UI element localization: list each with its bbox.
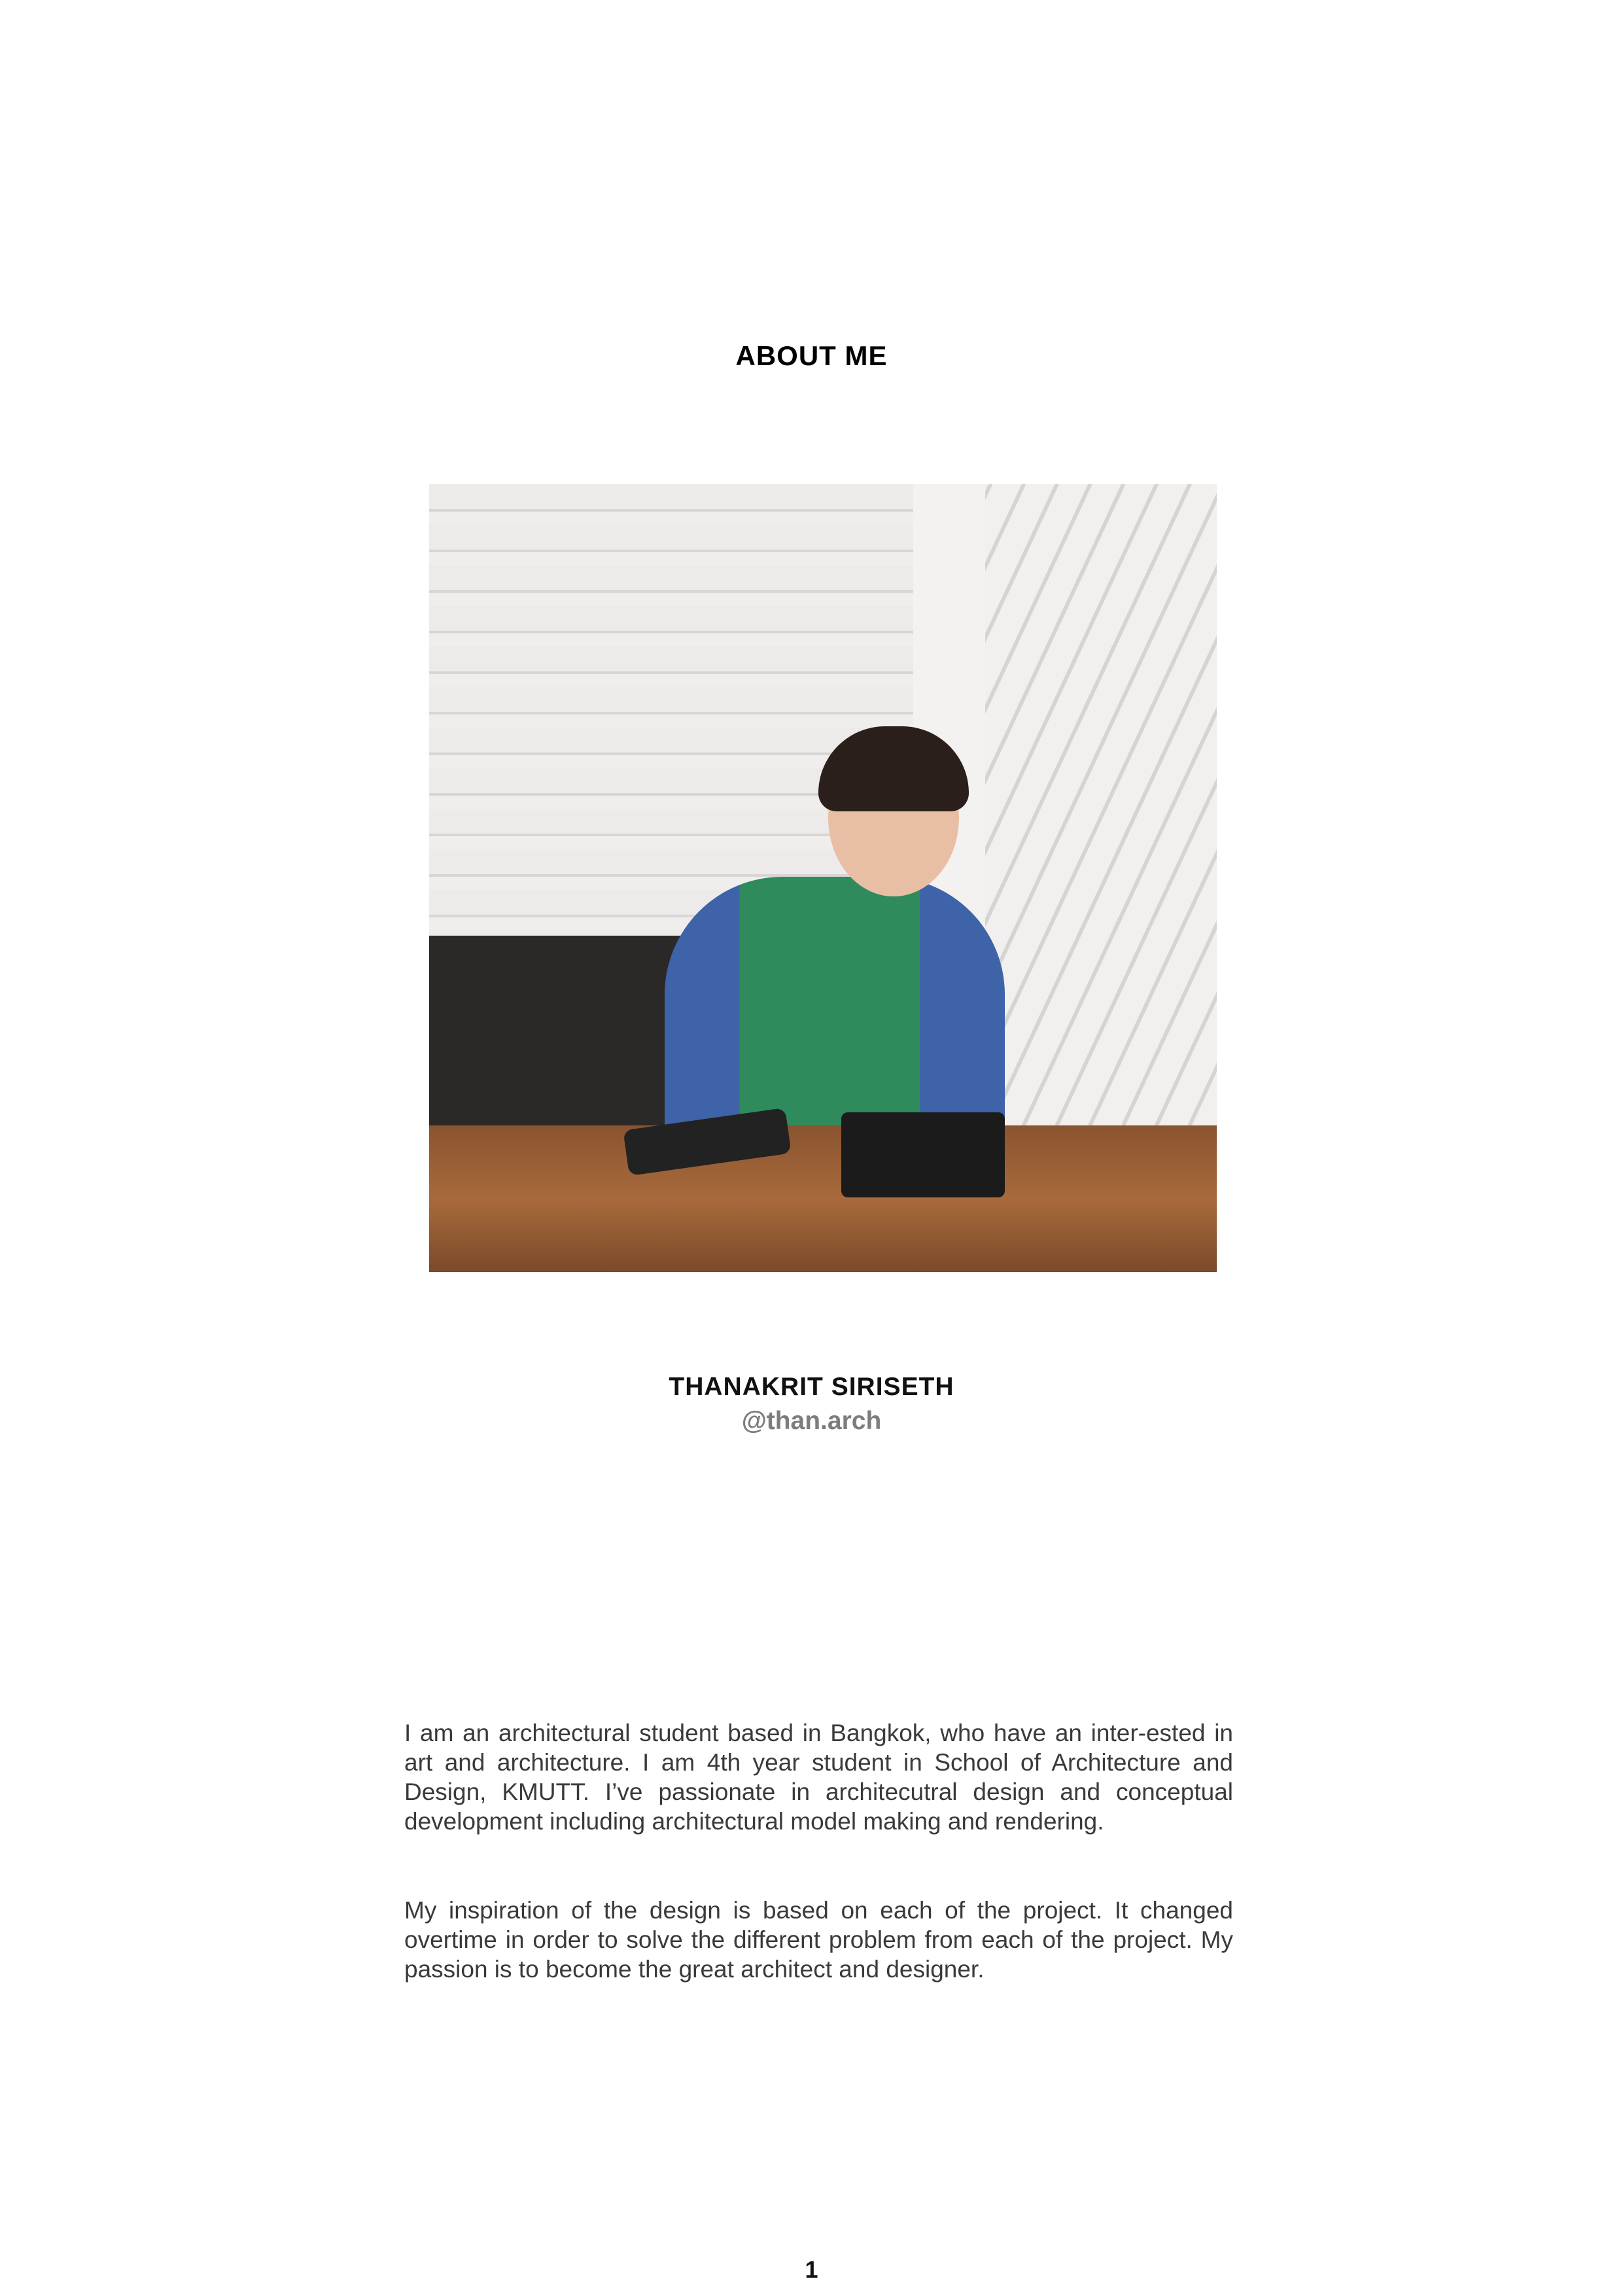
bio-paragraph-1: I am an architectural student based in Bangkok, who have an inter-ested in art and architecture. I am 4th year student in School of Architecture and Design, KMUTT. I’ve passionate in architecutral design and conceptual development including architectural model making and rendering. xyxy=(404,1720,1233,1835)
page-number: 1 xyxy=(805,2256,818,2283)
page-title: ABOUT ME xyxy=(735,340,888,371)
bio-paragraph-2: My inspiration of the design is based on each of the project. It changed overtime in order to solve the different problem from each of the project. My passion is to become the great architect and designer. xyxy=(404,1897,1233,1983)
camera xyxy=(841,1112,1005,1197)
portrait-photo xyxy=(429,484,1217,1272)
person-name: THANAKRIT SIRISETH xyxy=(669,1373,954,1401)
wooden-table xyxy=(429,1125,1217,1272)
social-handle: @than.arch xyxy=(741,1407,882,1435)
person-shirt xyxy=(665,877,1005,1152)
